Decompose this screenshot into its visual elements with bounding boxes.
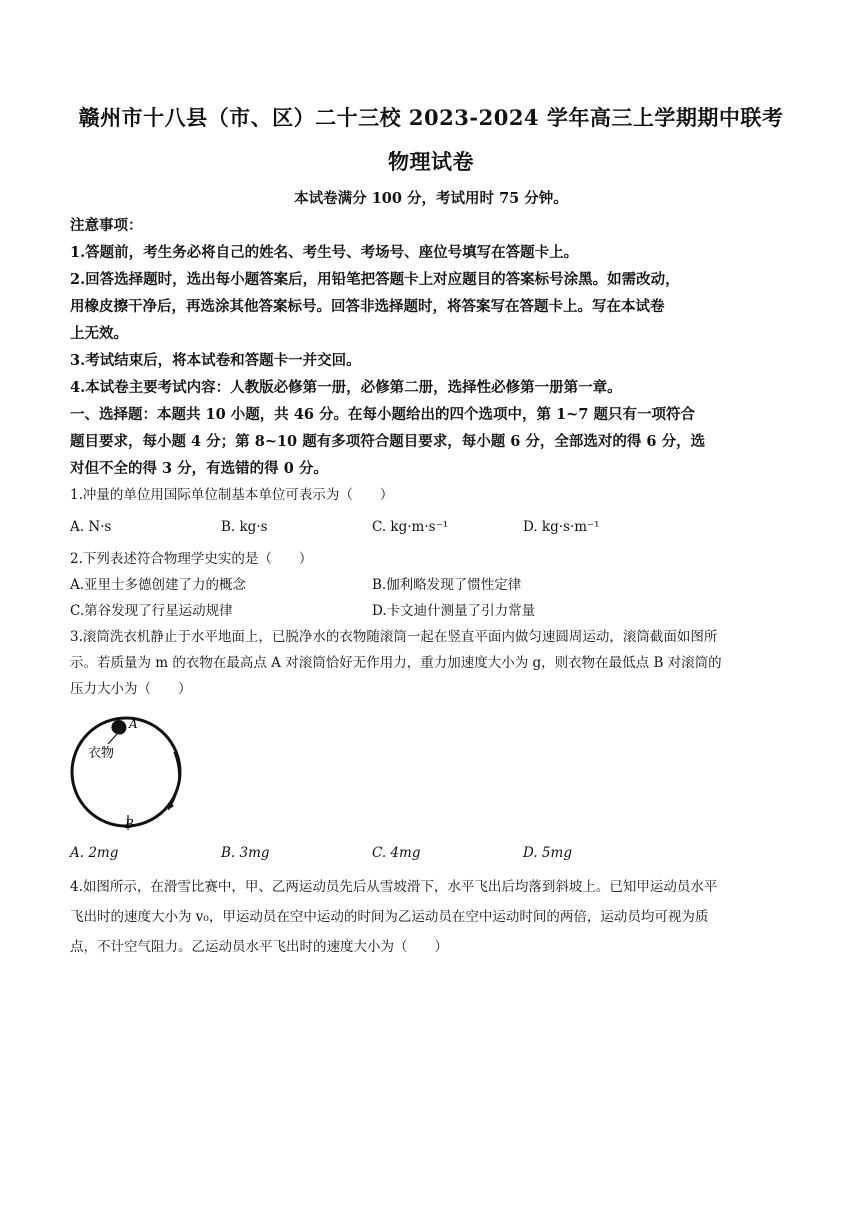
option-d: D.卡文迪什测量了引力常量 [372,603,536,619]
note-line: 上无效。 [70,325,128,342]
note-line: 3.考试结束后，将本试卷和答题卡一并交回。 [70,352,361,369]
section-instruction: 对但不全的得 3 分，有选错的得 0 分。 [70,460,328,477]
label-a: A [129,717,138,731]
option-a: A. 2mg [70,845,119,861]
exam-title-line2: 物理试卷 [388,149,474,174]
option-a: A. N·s [70,519,112,535]
question-2-stem: 2.下列表述符合物理学史实的是（ ） [70,551,313,567]
question-2-options-row2 [70,598,792,624]
drum-figure [70,712,190,832]
question-4-stem: 点，不计空气阻力。乙运动员水平飞出时的速度大小为（ ） [70,939,448,955]
clothes-pointer [108,734,117,744]
option-b: B. kg·s [221,519,268,535]
question-3-stem: 示。若质量为 m 的衣物在最高点 A 对滚筒恰好无作用力，重力加速度大小为 g，则衣物在最低点 B 对滚筒的 [70,655,722,671]
option-c: C.第谷发现了行星运动规律 [70,603,233,619]
option-d: D. kg·s·m⁻¹ [523,519,600,535]
note-line: 4.本试卷主要考试内容：人教版必修第一册，必修第二册，选择性必修第一册第一章。 [70,379,622,396]
question-4-stem: 4.如图所示，在滑雪比赛中，甲、乙两运动员先后从雪坡滑下，水平飞出后均落到斜坡上。已知甲运动员水平 [70,879,718,895]
drum-diagram [70,712,190,832]
option-b: B.伽利略发现了惯性定律 [372,577,522,593]
question-3-stem: 压力大小为（ ） [70,681,192,697]
exam-title-line1: 赣州市十八县（市、区）二十三校 2023-2024 学年高三上学期期中联考 [78,105,784,130]
option-d: D. 5mg [523,845,572,861]
option-c: C. kg·m·s⁻¹ [372,519,449,535]
question-3-stem: 3.滚筒洗衣机静止于水平地面上，已脱净水的衣物随滚筒一起在竖直平面内做匀速圆周运动，滚筒截面如图所 [70,629,718,645]
question-1-stem: 1.冲量的单位用国际单位制基本单位可表示为（ ） [70,487,394,503]
note-line: 1.答题前，考生务必将自己的姓名、考生号、考场号、座位号填写在答题卡上。 [70,244,579,261]
section-instruction: 题目要求，每小题 4 分；第 8~10 题有多项符合题目要求，每小题 6 分，全部选对的得 6 分，选 [70,433,706,450]
section-instruction: 一、选择题：本题共 10 小题，共 46 分。在每小题给出的四个选项中，第 1~7 题只有一项符合 [70,406,695,423]
label-clothes: 衣物 [88,746,115,761]
notes-heading: 注意事项： [70,217,143,234]
label-b: B [125,817,134,831]
question-2-options-row1 [70,572,792,598]
exam-subtitle: 本试卷满分 100 分，考试用时 75 分钟。 [294,190,568,207]
clothes-blob [111,720,126,734]
exam-page [70,96,792,962]
option-a: A.亚里士多德创建了力的概念 [70,577,247,593]
drum-circle [72,718,180,826]
question-4-stem: 飞出时的速度大小为 v₀，甲运动员在空中运动的时间为乙运动员在空中运动时间的两倍，运动员均可视为质 [70,909,709,925]
note-line: 用橡皮擦干净后，再选涂其他答案标号。回答非选择题时，将答案写在答题卡上。写在本试卷 [70,298,665,315]
option-c: C. 4mg [372,845,421,861]
note-line: 2.回答选择题时，选出每小题答案后，用铅笔把答题卡上对应题目的答案标号涂黑。如需改动， [70,271,680,288]
option-b: B. 3mg [221,845,270,861]
question-3-options [70,840,792,866]
question-1-options [70,514,792,540]
